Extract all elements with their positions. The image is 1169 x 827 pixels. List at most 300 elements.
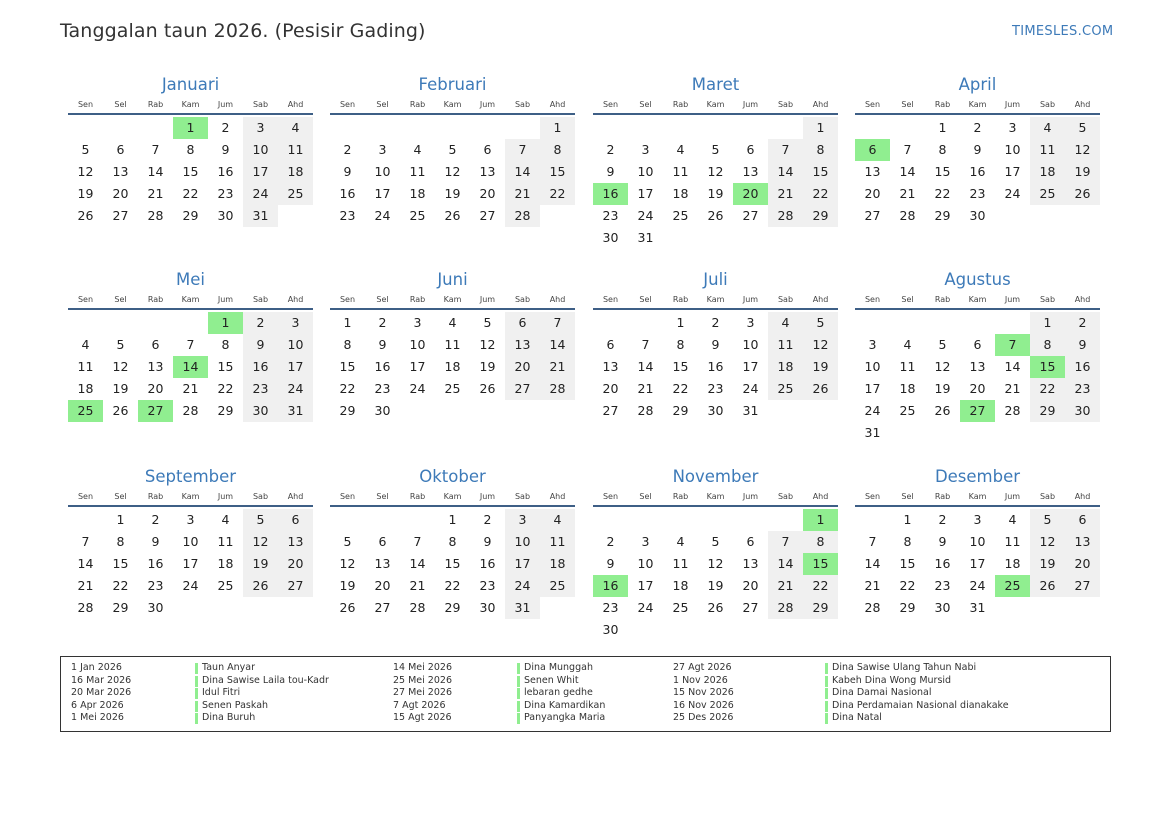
- day-cell: 11: [217, 534, 234, 549]
- day-cell: 5: [81, 142, 90, 157]
- legend-date: 7 Agt 2026: [393, 699, 446, 711]
- day-cell: 19: [479, 359, 496, 374]
- day-cell: 5: [1065, 117, 1100, 139]
- day-cell: 29: [803, 597, 838, 619]
- month-april: [855, 75, 1100, 255]
- day-cell: 9: [378, 337, 387, 352]
- day-cell: 24: [409, 381, 426, 396]
- day-cell: 18: [444, 359, 461, 374]
- day-cell: 5: [343, 534, 352, 549]
- day-cell: 16: [147, 556, 164, 571]
- day-cell: 12: [479, 337, 496, 352]
- day-cell: 21: [540, 356, 575, 378]
- day-cell: 5: [1030, 509, 1065, 531]
- day-cell: 4: [676, 534, 685, 549]
- legend-date: 25 Des 2026: [673, 712, 734, 723]
- header-divider: [593, 113, 838, 115]
- month-juli: [593, 270, 838, 450]
- day-cell: 13: [505, 334, 540, 356]
- holiday-day-cell: 7: [995, 334, 1030, 356]
- day-cell: 28: [1004, 403, 1021, 418]
- header-divider: [68, 505, 313, 507]
- weekday-header: [330, 294, 575, 306]
- month-juni: [330, 270, 575, 450]
- day-cell: 8: [803, 531, 838, 553]
- day-cell: 30: [969, 208, 986, 223]
- day-cell: 10: [742, 337, 759, 352]
- weekday-label: Sel: [114, 492, 127, 501]
- weekday-label: Rab: [409, 100, 426, 109]
- day-cell: 12: [444, 164, 461, 179]
- day-cell: 23: [217, 186, 234, 201]
- legend-date: 15 Agt 2026: [393, 712, 452, 723]
- weekday-label: Rab: [147, 100, 164, 109]
- weekday-header: [855, 99, 1100, 111]
- day-cell: 21: [77, 578, 94, 593]
- weekday-label: Sel: [901, 492, 914, 501]
- holiday-day-cell: 1: [173, 117, 208, 139]
- day-cell: 8: [803, 139, 838, 161]
- day-cell: 18: [899, 381, 916, 396]
- weekday-label: Sen: [339, 295, 356, 304]
- legend-holiday-name: Dina Sawise Laila tou-Kadr: [202, 674, 329, 686]
- day-cell: 29: [934, 208, 951, 223]
- legend-holiday-name: Dina Natal: [832, 712, 882, 723]
- day-cell: 14: [147, 164, 164, 179]
- day-cell: 15: [112, 556, 129, 571]
- day-cell: 23: [602, 600, 619, 615]
- day-cell: 12: [707, 164, 724, 179]
- day-cell: 4: [221, 512, 230, 527]
- day-cell: 11: [1030, 139, 1065, 161]
- weekday-label: Sab: [777, 295, 794, 304]
- weekday-label: Jum: [217, 100, 234, 109]
- legend-date: 15 Nov 2026: [673, 687, 734, 698]
- day-cell: 10: [505, 531, 540, 553]
- month-maret: [593, 75, 838, 255]
- holiday-day-cell: 1: [208, 312, 243, 334]
- day-cell: 14: [864, 556, 881, 571]
- month-januari: [68, 75, 313, 255]
- day-cell: 5: [803, 312, 838, 334]
- weekday-label: Sel: [376, 100, 389, 109]
- day-cell: 12: [339, 556, 356, 571]
- day-cell: 6: [151, 337, 160, 352]
- site-link[interactable]: TIMESLES.COM: [1012, 24, 1114, 39]
- day-cell: 4: [1008, 512, 1017, 527]
- month-oktober: [330, 467, 575, 647]
- day-cell: 11: [278, 139, 313, 161]
- day-cell: 23: [602, 208, 619, 223]
- day-cell: 1: [903, 512, 912, 527]
- day-cell: 25: [217, 578, 234, 593]
- day-cell: 8: [448, 534, 457, 549]
- month-name: April: [958, 75, 997, 94]
- day-cell: 9: [938, 534, 947, 549]
- day-cell: 1: [938, 120, 947, 135]
- month-agustus: [855, 270, 1100, 450]
- day-cell: 19: [243, 553, 278, 575]
- day-cell: 23: [339, 208, 356, 223]
- page-title: Tanggalan taun 2026. (Pesisir Gading): [60, 20, 426, 42]
- day-cell: 13: [742, 556, 759, 571]
- day-cell: 30: [147, 600, 164, 615]
- header-divider: [593, 505, 838, 507]
- legend-holiday-name: Senen Whit: [524, 674, 579, 686]
- weekday-label: Jum: [479, 492, 496, 501]
- day-cell: 29: [672, 403, 689, 418]
- day-cell: 24: [864, 403, 881, 418]
- weekday-label: Jum: [479, 100, 496, 109]
- day-cell: 26: [444, 208, 461, 223]
- day-cell: 30: [1065, 400, 1100, 422]
- day-cell: 5: [711, 142, 720, 157]
- day-cell: 4: [903, 337, 912, 352]
- day-cell: 9: [221, 142, 230, 157]
- weekday-label: Ahd: [812, 295, 829, 304]
- weekday-label: Kam: [181, 100, 200, 109]
- day-cell: 8: [540, 139, 575, 161]
- days-grid: [68, 312, 313, 444]
- day-cell: 9: [1065, 334, 1100, 356]
- day-cell: 1: [448, 512, 457, 527]
- day-cell: 24: [505, 575, 540, 597]
- weekday-label: Sel: [376, 492, 389, 501]
- day-cell: 9: [973, 142, 982, 157]
- day-cell: 26: [1030, 575, 1065, 597]
- month-name: November: [672, 467, 759, 486]
- weekday-label: Ahd: [812, 492, 829, 501]
- header-divider: [68, 308, 313, 310]
- day-cell: 2: [606, 534, 615, 549]
- day-cell: 8: [1030, 334, 1065, 356]
- weekday-label: Rab: [934, 492, 951, 501]
- day-cell: 13: [1065, 531, 1100, 553]
- day-cell: 25: [899, 403, 916, 418]
- day-cell: 14: [768, 553, 803, 575]
- legend-holiday-name: Dina Perdamaian Nasional dianakake: [832, 699, 1009, 711]
- day-cell: 4: [768, 312, 803, 334]
- day-cell: 2: [973, 120, 982, 135]
- day-cell: 29: [182, 208, 199, 223]
- day-cell: 10: [969, 534, 986, 549]
- weekday-header: [68, 294, 313, 306]
- days-grid: [330, 312, 575, 444]
- weekday-label: Sen: [864, 295, 881, 304]
- day-cell: 4: [1030, 117, 1065, 139]
- day-cell: 3: [186, 512, 195, 527]
- day-cell: 30: [217, 208, 234, 223]
- holiday-day-cell: 25: [68, 400, 103, 422]
- day-cell: 17: [742, 359, 759, 374]
- day-cell: 6: [973, 337, 982, 352]
- day-cell: 6: [278, 509, 313, 531]
- day-cell: 20: [969, 381, 986, 396]
- day-cell: 18: [217, 556, 234, 571]
- day-cell: 5: [938, 337, 947, 352]
- day-cell: 25: [1030, 183, 1065, 205]
- day-cell: 11: [768, 334, 803, 356]
- day-cell: 4: [81, 337, 90, 352]
- day-cell: 27: [479, 208, 496, 223]
- day-cell: 20: [1065, 553, 1100, 575]
- day-cell: 24: [278, 378, 313, 400]
- weekday-label: Sen: [602, 492, 619, 501]
- weekday-header: [68, 99, 313, 111]
- day-cell: 22: [803, 183, 838, 205]
- weekday-header: [593, 491, 838, 503]
- day-cell: 22: [803, 575, 838, 597]
- weekday-label: Jum: [217, 492, 234, 501]
- day-cell: 30: [602, 230, 619, 245]
- day-cell: 14: [768, 161, 803, 183]
- day-cell: 24: [1004, 186, 1021, 201]
- day-cell: 18: [768, 356, 803, 378]
- days-grid: [68, 509, 313, 641]
- day-cell: 18: [672, 578, 689, 593]
- month-september: [68, 467, 313, 647]
- day-cell: 2: [1065, 312, 1100, 334]
- day-cell: 13: [864, 164, 881, 179]
- day-cell: 25: [768, 378, 803, 400]
- days-grid: [68, 117, 313, 249]
- day-cell: 31: [505, 597, 540, 619]
- day-cell: 30: [243, 400, 278, 422]
- legend-marker: [825, 713, 828, 724]
- day-cell: 3: [973, 512, 982, 527]
- day-cell: 31: [637, 230, 654, 245]
- weekday-header: [593, 294, 838, 306]
- day-cell: 22: [899, 578, 916, 593]
- day-cell: 11: [77, 359, 94, 374]
- day-cell: 18: [278, 161, 313, 183]
- day-cell: 24: [374, 208, 391, 223]
- day-cell: 14: [540, 334, 575, 356]
- legend-holiday-name: Taun Anyar: [202, 662, 255, 673]
- day-cell: 3: [278, 312, 313, 334]
- day-cell: 15: [672, 359, 689, 374]
- day-cell: 13: [147, 359, 164, 374]
- day-cell: 27: [374, 600, 391, 615]
- legend-marker: [517, 663, 520, 674]
- holiday-day-cell: 1: [803, 509, 838, 531]
- weekday-label: Sen: [602, 100, 619, 109]
- day-cell: 15: [899, 556, 916, 571]
- weekday-label: Rab: [147, 295, 164, 304]
- day-cell: 21: [768, 575, 803, 597]
- holiday-day-cell: 15: [803, 553, 838, 575]
- weekday-label: Jum: [742, 295, 759, 304]
- month-name: Mei: [176, 270, 205, 289]
- weekday-label: Ahd: [287, 295, 304, 304]
- day-cell: 17: [969, 556, 986, 571]
- weekday-label: Rab: [672, 492, 689, 501]
- day-cell: 22: [672, 381, 689, 396]
- day-cell: 26: [707, 600, 724, 615]
- day-cell: 29: [217, 403, 234, 418]
- weekday-label: Jum: [742, 100, 759, 109]
- weekday-header: [855, 491, 1100, 503]
- day-cell: 9: [343, 164, 352, 179]
- day-cell: 11: [409, 164, 426, 179]
- month-name: Januari: [161, 75, 220, 94]
- day-cell: 7: [505, 139, 540, 161]
- day-cell: 26: [934, 403, 951, 418]
- legend-holiday-name: Dina Sawise Ulang Tahun Nabi: [832, 662, 977, 673]
- legend-date: 20 Mar 2026: [71, 687, 132, 698]
- days-grid: [855, 312, 1100, 444]
- day-cell: 30: [707, 403, 724, 418]
- day-cell: 12: [112, 359, 129, 374]
- day-cell: 24: [243, 183, 278, 205]
- legend-date: 27 Agt 2026: [673, 662, 732, 673]
- day-cell: 16: [374, 359, 391, 374]
- day-cell: 17: [243, 161, 278, 183]
- legend-holiday-name: Idul Fitri: [202, 687, 241, 698]
- day-cell: 21: [864, 578, 881, 593]
- day-cell: 24: [637, 208, 654, 223]
- day-cell: 29: [339, 403, 356, 418]
- day-cell: 28: [768, 205, 803, 227]
- day-cell: 12: [934, 359, 951, 374]
- day-cell: 29: [112, 600, 129, 615]
- legend-holiday-name: Senen Paskah: [202, 699, 269, 711]
- day-cell: 1: [116, 512, 125, 527]
- day-cell: 26: [803, 378, 838, 400]
- day-cell: 18: [1030, 161, 1065, 183]
- day-cell: 12: [1065, 139, 1100, 161]
- day-cell: 13: [742, 164, 759, 179]
- day-cell: 15: [934, 164, 951, 179]
- legend-marker: [825, 688, 828, 699]
- legend-marker: [195, 701, 198, 712]
- day-cell: 31: [969, 600, 986, 615]
- day-cell: 7: [768, 531, 803, 553]
- weekday-label: Sel: [639, 492, 652, 501]
- day-cell: 1: [343, 315, 352, 330]
- legend-marker: [825, 701, 828, 712]
- day-cell: 22: [1030, 378, 1065, 400]
- day-cell: 2: [343, 142, 352, 157]
- holiday-day-cell: 6: [855, 139, 890, 161]
- day-cell: 22: [217, 381, 234, 396]
- day-cell: 26: [112, 403, 129, 418]
- header-divider: [330, 308, 575, 310]
- day-cell: 19: [1065, 161, 1100, 183]
- day-cell: 8: [676, 337, 685, 352]
- day-cell: 19: [339, 578, 356, 593]
- day-cell: 13: [479, 164, 496, 179]
- day-cell: 9: [243, 334, 278, 356]
- day-cell: 22: [540, 183, 575, 205]
- day-cell: 12: [77, 164, 94, 179]
- day-cell: 12: [1030, 531, 1065, 553]
- weekday-label: Kam: [968, 100, 987, 109]
- day-cell: 27: [602, 403, 619, 418]
- day-cell: 2: [151, 512, 160, 527]
- day-cell: 23: [374, 381, 391, 396]
- day-cell: 28: [182, 403, 199, 418]
- day-cell: 3: [505, 509, 540, 531]
- day-cell: 1: [676, 315, 685, 330]
- day-cell: 31: [742, 403, 759, 418]
- holiday-day-cell: 20: [733, 183, 768, 205]
- day-cell: 1: [540, 117, 575, 139]
- weekday-label: Jum: [479, 295, 496, 304]
- holiday-day-cell: 16: [593, 575, 628, 597]
- days-grid: [855, 117, 1100, 249]
- legend-holiday-name: Dina Buruh: [202, 712, 256, 723]
- day-cell: 19: [707, 578, 724, 593]
- day-cell: 7: [186, 337, 195, 352]
- day-cell: 1: [1030, 312, 1065, 334]
- day-cell: 7: [868, 534, 877, 549]
- day-cell: 19: [444, 186, 461, 201]
- day-cell: 5: [116, 337, 125, 352]
- day-cell: 30: [934, 600, 951, 615]
- weekday-label: Sab: [1039, 492, 1056, 501]
- weekday-header: [330, 99, 575, 111]
- day-cell: 12: [707, 556, 724, 571]
- weekday-label: Rab: [934, 295, 951, 304]
- day-cell: 8: [903, 534, 912, 549]
- day-cell: 14: [1004, 359, 1021, 374]
- weekday-label: Sel: [639, 100, 652, 109]
- holiday-day-cell: 27: [138, 400, 173, 422]
- day-cell: 10: [409, 337, 426, 352]
- day-cell: 26: [77, 208, 94, 223]
- day-cell: 4: [448, 315, 457, 330]
- weekday-label: Kam: [443, 492, 462, 501]
- day-cell: 29: [444, 600, 461, 615]
- weekday-label: Jum: [1004, 100, 1021, 109]
- legend-marker: [195, 676, 198, 687]
- day-cell: 25: [409, 208, 426, 223]
- weekday-label: Ahd: [549, 100, 566, 109]
- day-cell: 5: [483, 315, 492, 330]
- day-cell: 17: [864, 381, 881, 396]
- legend-marker: [517, 701, 520, 712]
- day-cell: 23: [243, 378, 278, 400]
- day-cell: 4: [540, 509, 575, 531]
- day-cell: 17: [182, 556, 199, 571]
- day-cell: 3: [641, 534, 650, 549]
- weekday-label: Rab: [409, 295, 426, 304]
- day-cell: 9: [151, 534, 160, 549]
- day-cell: 2: [483, 512, 492, 527]
- day-cell: 7: [768, 139, 803, 161]
- legend-date: 27 Mei 2026: [393, 687, 452, 698]
- day-cell: 25: [672, 600, 689, 615]
- day-cell: 10: [637, 556, 654, 571]
- day-cell: 17: [637, 186, 654, 201]
- day-cell: 17: [637, 578, 654, 593]
- month-name: Juni: [437, 270, 468, 289]
- day-cell: 2: [711, 315, 720, 330]
- day-cell: 27: [278, 575, 313, 597]
- day-cell: 19: [707, 186, 724, 201]
- day-cell: 6: [116, 142, 125, 157]
- day-cell: 17: [374, 186, 391, 201]
- weekday-header: [593, 99, 838, 111]
- weekday-label: Ahd: [1074, 100, 1091, 109]
- weekday-label: Sen: [602, 295, 619, 304]
- day-cell: 3: [641, 142, 650, 157]
- day-cell: 22: [339, 381, 356, 396]
- legend-date: 16 Nov 2026: [673, 699, 734, 711]
- weekday-label: Sel: [639, 295, 652, 304]
- weekday-label: Rab: [147, 492, 164, 501]
